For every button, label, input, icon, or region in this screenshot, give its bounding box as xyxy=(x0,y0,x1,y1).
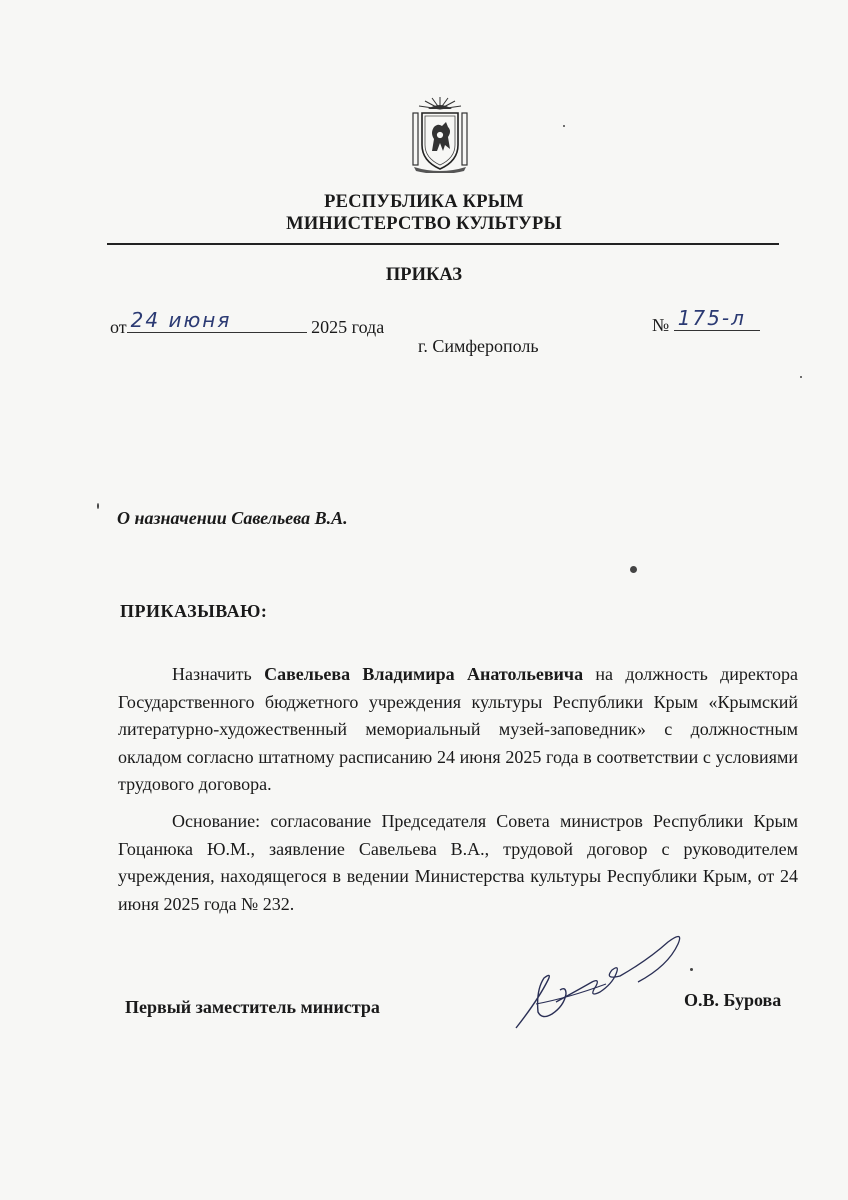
handwritten-signature-icon xyxy=(508,920,708,1040)
number-prefix: № xyxy=(652,315,670,335)
signer-position: Первый заместитель министра xyxy=(125,997,380,1017)
date-prefix: от xyxy=(110,317,127,337)
number-handwritten: 175-л xyxy=(677,306,746,330)
date-suffix: 2025 года xyxy=(311,317,385,337)
number-field xyxy=(674,306,760,331)
scan-speck xyxy=(563,125,565,127)
appointment-lead: Назначить xyxy=(172,664,252,684)
scan-speck xyxy=(690,968,693,971)
order-date-row xyxy=(110,308,385,338)
appointee-name: Савельева Владимира Анатольевича xyxy=(264,664,584,684)
date-handwritten: 24 июня xyxy=(130,308,232,332)
scan-speck xyxy=(630,566,637,573)
directive-heading: ПРИКАЗЫВАЮ: xyxy=(120,601,268,621)
order-title: ПРИКАЗ xyxy=(385,265,463,285)
appointment-paragraph xyxy=(118,661,798,799)
order-city: г. Симферополь xyxy=(418,336,539,356)
header-ministry: МИНИСТЕРСТВО КУЛЬТУРЫ xyxy=(286,214,562,234)
order-number-row xyxy=(652,306,760,336)
date-field xyxy=(127,308,307,333)
basis-paragraph: Основание: согласование Председателя Совета министров Республики Крым Гоцанюка Ю.М., заявление Савельева В.А., трудовой договор с руководителем учреждения, находящегося в ведении Министерства культуры Республики Крым, от 24 июня 2025 года № 232. xyxy=(118,811,798,914)
scan-speck xyxy=(800,376,802,378)
crimea-coat-of-arms-icon xyxy=(408,95,472,173)
signer-name: О.В. Бурова xyxy=(684,990,782,1010)
order-subject: О назначении Савельева В.А. xyxy=(117,508,348,528)
header-divider xyxy=(107,243,779,245)
header-republic: РЕСПУБЛИКА КРЫМ xyxy=(324,192,524,212)
scan-speck xyxy=(97,503,99,509)
appointment-details: на должность директора Государственного бюджетного учреждения культуры Республики Крым «Крымский литературно-художественный мемориальный музей-заповедник» с должностным окладом согласно штатному расписанию 24 июня 2025 года в соответствии с условиями трудового договора. xyxy=(118,664,799,794)
